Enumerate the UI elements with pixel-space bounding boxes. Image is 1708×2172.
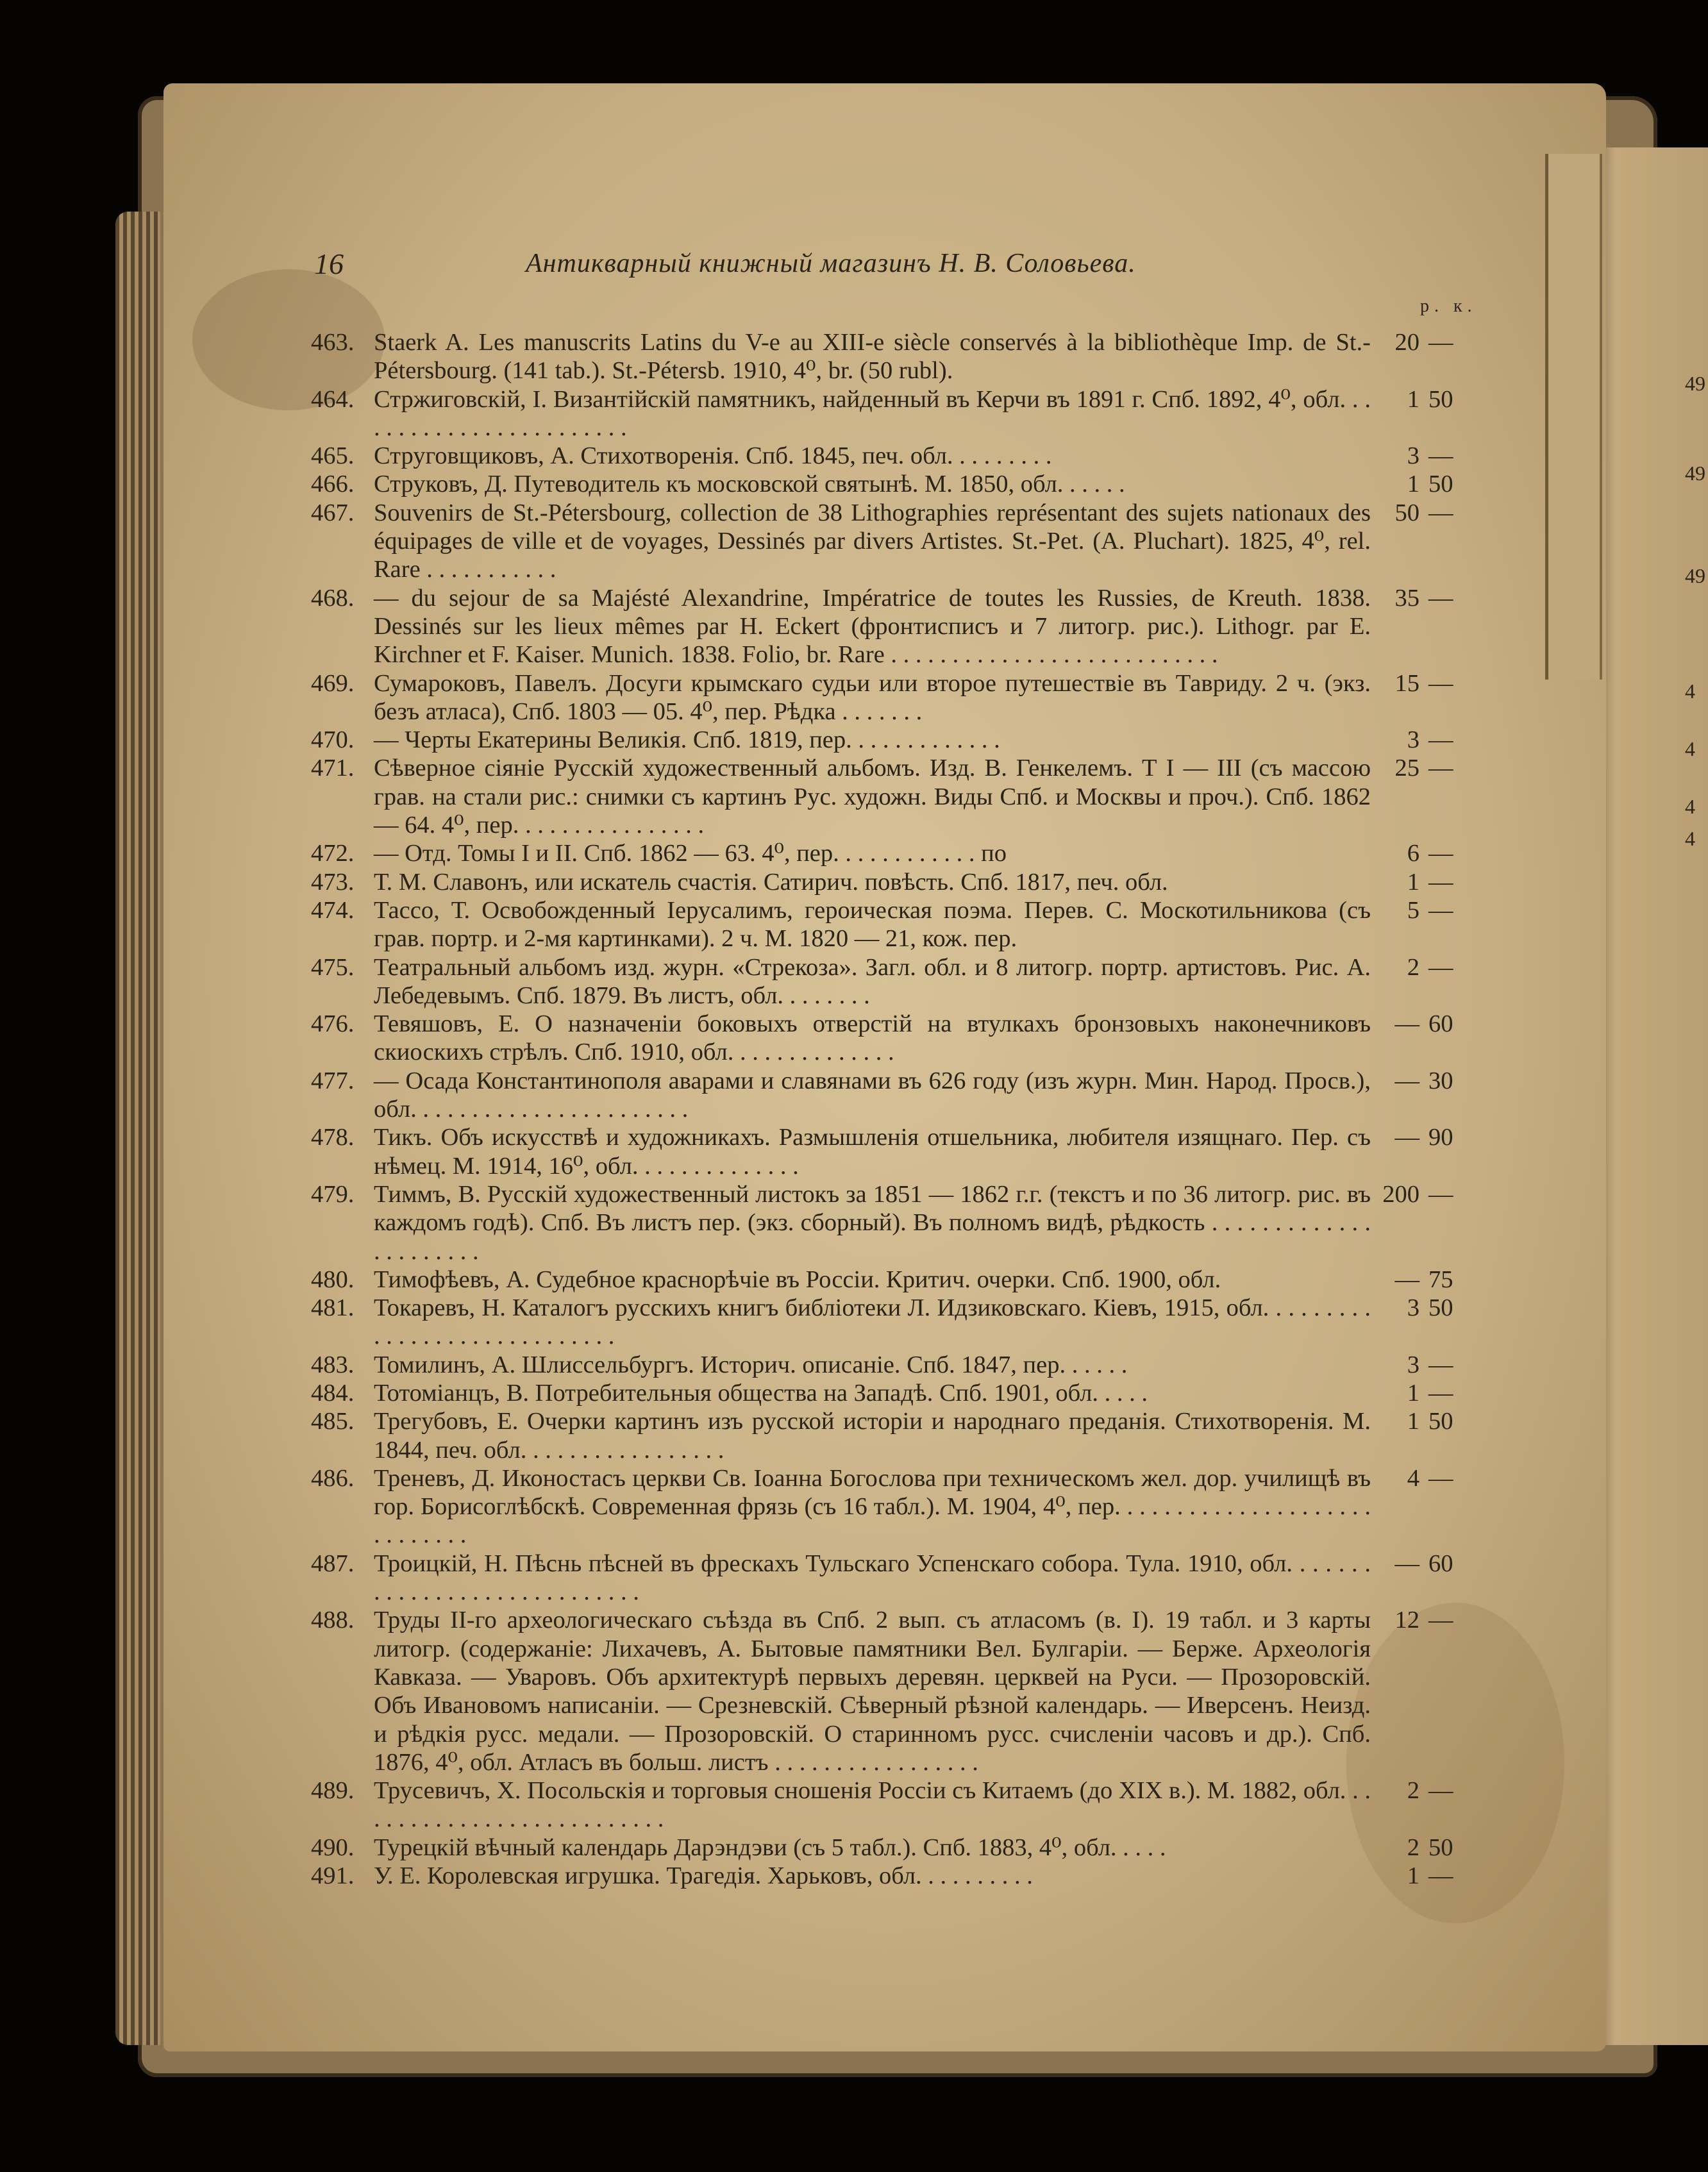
catalog-entry <box>311 1266 1497 1294</box>
running-title: Антикварный книжный магазинъ Н. В. Соловьева. <box>526 249 1136 278</box>
catalog-entry <box>311 1123 1497 1180</box>
edge-number-fragment: 4 <box>1685 680 1695 703</box>
entry-description: Токаревъ, Н. Каталогъ русскихъ книгъ библіотеки Л. Идзиковскаго. Кіевъ, 1915, обл. . . . . . . . . . . . . . . . . . . . . . . . . . . . . <box>374 1294 1371 1350</box>
price-kopecks: 50 <box>1428 1834 1453 1861</box>
catalog-entry <box>311 1834 1497 1862</box>
catalog-list <box>311 328 1497 1890</box>
price-kopecks: — <box>1428 1351 1453 1378</box>
entry-description: Треневъ, Д. Иконостасъ церкви Св. Іоанна Богослова при техническомъ жел. дор. училищѣ въ гор. Борисоглѣбскѣ. Современная фрязь (съ 16 табл.). М. 1904, 4⁰, пер. . . . . . . . . . . . . . . . . . . . . . . . . . . . . <box>374 1464 1371 1549</box>
entry-number: 472. <box>311 840 355 867</box>
entry-description: Т. М. Славонъ, или искатель счастія. Сатирич. повѣсть. Спб. 1817, печ. обл. <box>374 868 1168 896</box>
price-kopecks: — <box>1428 499 1453 526</box>
page-header <box>314 247 1484 285</box>
price-kopecks: 60 <box>1428 1010 1453 1038</box>
price-kopecks: — <box>1428 840 1453 867</box>
price-kopecks: — <box>1428 442 1453 470</box>
price-rubles: 12 <box>1394 1607 1419 1634</box>
entry-description: Троицкій, Н. Пѣснь пѣсней въ фрескахъ Тульскаго Успенскаго собора. Тула. 1910, обл. . . . . . . . . . . . . . . . . . . . . . . . . . . . . <box>374 1550 1371 1606</box>
entry-description: Трусевичъ, Х. Посольскія и торговыя сношенія Россіи съ Китаемъ (до XIX в.). М. 1882, обл. . . . . . . . . . . . . . . . . . . . . . . . . . . <box>374 1777 1371 1833</box>
price-rubles: — <box>1394 1266 1419 1293</box>
price-rubles: 3 <box>1407 1351 1419 1378</box>
price-kopecks: — <box>1428 1777 1453 1805</box>
entry-description: Томилинъ, А. Шлиссельбургъ. Историч. описаніе. Спб. 1847, пер. . . . . . <box>374 1351 1128 1378</box>
price-rubles: 2 <box>1407 953 1419 981</box>
entry-description: Souvenirs de St.-Pétersbourg, collection de 38 Lithographies représentant des sujets nationaux des équipages de ville et de voyages, Dessinés par divers Artistes. St.-Pet. (A. Pluchart). 1825, 4⁰, rel. Rare . . . . . . . . . . . <box>374 499 1371 583</box>
entry-number: 471. <box>311 755 355 782</box>
catalog-entry <box>311 726 1497 754</box>
entry-number: 488. <box>311 1607 355 1634</box>
entry-number: 480. <box>311 1266 355 1293</box>
catalog-entry <box>311 584 1497 669</box>
price-kopecks: — <box>1428 896 1453 924</box>
entry-description: — Отд. Томы I и II. Спб. 1862 — 63. 4⁰, пер. . . . . . . . . . . . по <box>374 840 1007 867</box>
catalog-entry <box>311 953 1497 1010</box>
entry-number: 476. <box>311 1010 355 1038</box>
entry-description: Сѣверное сіяніе Русскій художественный альбомъ. Изд. В. Генкелемъ. Т I — III (съ массою грав. на стали рис.: снимки съ картинъ Рус. художн. Виды Спб. и Москвы и проч.). Спб. 1862 — 64. 4⁰, пер. . . . . . . . . . . . . . . . <box>374 755 1371 839</box>
price-kopecks: — <box>1428 868 1453 896</box>
entry-number: 483. <box>311 1351 355 1378</box>
catalog-entry <box>311 1180 1497 1266</box>
price-kopecks: 50 <box>1428 1408 1453 1435</box>
catalog-entry <box>311 1010 1497 1067</box>
entry-description: У. Е. Королевская игрушка. Трагедія. Харьковъ, обл. . . . . . . . . . <box>374 1862 1033 1890</box>
price-rubles: — <box>1394 1010 1419 1038</box>
entry-number: 470. <box>311 726 355 754</box>
price-kopecks: — <box>1428 1464 1453 1492</box>
entry-description: — Осада Константинополя аварами и славянами въ 626 году (изъ журн. Мин. Народ. Просв.), обл. . . . . . . . . . . . . . . . . . . . . . . <box>374 1067 1371 1123</box>
entry-description: Стржиговскій, І. Византійскій памятникъ, найденный въ Керчи въ 1891 г. Спб. 1892, 4⁰, обл. . . . . . . . . . . . . . . . . . . . . . . . <box>374 385 1371 441</box>
price-kopecks: — <box>1428 726 1453 754</box>
edge-number-fragment: 49 <box>1685 372 1705 395</box>
price-kopecks: — <box>1428 1862 1453 1890</box>
entry-number: 491. <box>311 1862 355 1890</box>
catalog-entry <box>311 1606 1497 1776</box>
price-rubles: 35 <box>1394 584 1419 612</box>
entry-description: Тассо, Т. Освобожденный Іерусалимъ, героическая поэма. Перев. С. Москотильникова (съ грав. портр. и 2-мя картинками). 2 ч. М. 1820 — 21, кож. пер. <box>374 896 1371 953</box>
folded-page-corner <box>1545 154 1602 680</box>
catalog-entry <box>311 839 1497 867</box>
price-rubles: — <box>1394 1124 1419 1151</box>
price-rubles: 3 <box>1407 442 1419 470</box>
price-kopecks: — <box>1428 329 1453 356</box>
entry-description: Тиммъ, В. Русскій художественный листокъ за 1851 — 1862 г.г. (текстъ и по 36 литогр. рис. въ каждомъ годѣ). Спб. Въ листъ пер. (экз. сборный). Въ полномъ видѣ, рѣдкость . . . . . . . . . . . . . . . . . . . . . . <box>374 1180 1371 1265</box>
price-rubles: 3 <box>1407 1294 1419 1322</box>
entry-number: 475. <box>311 953 355 981</box>
price-rubles: 2 <box>1407 1777 1419 1805</box>
price-kopecks: — <box>1428 953 1453 981</box>
edge-number-fragment: 4 <box>1685 827 1695 850</box>
price-kopecks: 50 <box>1428 471 1453 498</box>
price-rubles: 20 <box>1394 329 1419 356</box>
price-rubles: 1 <box>1407 471 1419 498</box>
price-column-labels: р. к. <box>1420 296 1477 316</box>
entry-description: Тимофѣевъ, А. Судебное краснорѣчіе въ Россіи. Критич. очерки. Спб. 1900, обл. <box>374 1266 1221 1293</box>
edge-number-fragment: 49 <box>1685 462 1705 485</box>
entry-number: 467. <box>311 499 355 526</box>
entry-description: Тикъ. Объ искусствѣ и художникахъ. Размышленія отшельника, любителя изящнаго. Пер. съ нѣмец. М. 1914, 16⁰, обл. . . . . . . . . . . . . . <box>374 1124 1371 1180</box>
price-rubles: 1 <box>1407 868 1419 896</box>
price-rubles: — <box>1394 1550 1419 1577</box>
entry-number: 474. <box>311 896 355 924</box>
page-stack-edge <box>115 212 160 2045</box>
catalog-entry <box>311 896 1497 953</box>
entry-description: Труды II-го археологическаго съѣзда въ Спб. 2 вып. съ атласомъ (в. I). 19 табл. и 3 карты литогр. (содержаніе: Лихачевъ, А. Бытовые памятники Вел. Булгаріи. — Берже. Археологія Кавказа. — Уваровъ. Объ архитектурѣ первыхъ деревян. церквей на Руси. — Прозоровскій. Объ Ивановомъ написаніи. — Срезневскій. Сѣверный рѣзной календарь. — Иверсенъ. Неизд. и рѣдкія русс. медали. — Прозоровскій. О старинномъ русс. счисленіи часовъ и др.). Спб. 1876, 4⁰, обл. Атласъ въ больш. листъ . . . . . . . . . . . . . . . . . <box>374 1607 1371 1776</box>
catalog-entry <box>311 1776 1497 1834</box>
entry-number: 486. <box>311 1464 355 1492</box>
entry-description: Сумароковъ, Павелъ. Досуги крымскаго судьи или второе путешествіе въ Тавриду. 2 ч. (экз. безъ атласа), Спб. 1803 — 05. 4⁰, пер. Рѣдка . . . . . . . <box>374 669 1371 725</box>
price-rubles: 15 <box>1394 669 1419 697</box>
price-rubles: 1 <box>1407 1379 1419 1407</box>
entry-description: Струковъ, Д. Путеводитель къ московской святынѣ. М. 1850, обл. . . . . . <box>374 471 1125 498</box>
catalog-entry <box>311 1407 1497 1464</box>
catalog-entry <box>311 499 1497 584</box>
price-rubles: 3 <box>1407 726 1419 754</box>
price-rubles: 25 <box>1394 755 1419 782</box>
entry-description: Струговщиковъ, А. Стихотворенія. Спб. 1845, печ. обл. . . . . . . . . <box>374 442 1052 470</box>
edge-number-fragment: 49 <box>1685 564 1705 587</box>
price-rubles: 5 <box>1407 896 1419 924</box>
price-kopecks: 30 <box>1428 1067 1453 1094</box>
entry-number: 465. <box>311 442 355 470</box>
price-kopecks: — <box>1428 755 1453 782</box>
catalog-entry <box>311 754 1497 839</box>
price-rubles: 2 <box>1407 1834 1419 1861</box>
price-rubles: 4 <box>1407 1464 1419 1492</box>
entry-description: Тевяшовъ, Е. О назначеніи боковыхъ отверстій на втулкахъ бронзовыхъ наконечниковъ скиоскихъ стрѣлъ. Спб. 1910, обл. . . . . . . . . . . . . . <box>374 1010 1371 1066</box>
catalog-entry <box>311 1550 1497 1607</box>
entry-number: 489. <box>311 1777 355 1805</box>
entry-number: 473. <box>311 868 355 896</box>
entry-number: 481. <box>311 1294 355 1322</box>
price-rubles: 1 <box>1407 1862 1419 1890</box>
entry-description: Staerk A. Les manuscrits Latins du V-e au XIII-e siècle conservés à la bibliothèque Imp. de St.-Pétersbourg. (141 tab.). St.-Pétersb. 1910, 4⁰, br. (50 rubl). <box>374 329 1371 385</box>
entry-number: 463. <box>311 329 355 356</box>
price-kopecks: 90 <box>1428 1124 1453 1151</box>
entry-description: Турецкій вѣчный календарь Дарэндэви (съ 5 табл.). Спб. 1883, 4⁰, обл. . . . . <box>374 1834 1166 1861</box>
entry-number: 487. <box>311 1550 355 1577</box>
catalog-entry <box>311 1067 1497 1124</box>
entry-number: 477. <box>311 1067 355 1094</box>
catalog-entry <box>311 442 1497 470</box>
entry-number: 490. <box>311 1834 355 1861</box>
page-number: 16 <box>314 247 344 280</box>
edge-number-fragment: 4 <box>1685 737 1695 760</box>
catalog-entry <box>311 669 1497 726</box>
price-rubles: 1 <box>1407 1408 1419 1435</box>
entry-number: 485. <box>311 1408 355 1435</box>
catalog-entry <box>311 385 1497 442</box>
catalog-entry <box>311 1862 1497 1890</box>
catalog-entry <box>311 1464 1497 1550</box>
entry-description: Трегубовъ, Е. Очерки картинъ изъ русской исторіи и народнаго преданія. Стихотворенія. М. 1844, печ. обл. . . . . . . . . . . . . . . . . <box>374 1408 1371 1464</box>
catalog-entry <box>311 1379 1497 1407</box>
price-rubles: — <box>1394 1067 1419 1094</box>
price-rubles: 50 <box>1394 499 1419 526</box>
price-kopecks: — <box>1428 1379 1453 1407</box>
entry-number: 479. <box>311 1180 355 1208</box>
price-rubles: 1 <box>1407 385 1419 413</box>
price-kopecks: 60 <box>1428 1550 1453 1577</box>
entry-number: 469. <box>311 669 355 697</box>
price-kopecks: 50 <box>1428 1294 1453 1322</box>
price-rubles: 6 <box>1407 840 1419 867</box>
entry-number: 478. <box>311 1124 355 1151</box>
price-kopecks: — <box>1428 1607 1453 1634</box>
price-kopecks: 75 <box>1428 1266 1453 1293</box>
entry-description: Театральный альбомъ изд. журн. «Стрекоза». Загл. обл. и 8 литогр. портр. артистовъ. Рис. А. Лебедевымъ. Спб. 1879. Въ листъ, обл. . . . . . . . <box>374 953 1371 1009</box>
price-kopecks: — <box>1428 1180 1453 1208</box>
edge-number-fragment: 4 <box>1685 795 1695 818</box>
catalog-entry <box>311 470 1497 498</box>
catalog-entry <box>311 1351 1497 1379</box>
price-kopecks: 50 <box>1428 385 1453 413</box>
entry-description: — Черты Екатерины Великія. Спб. 1819, пер. . . . . . . . . . . . . <box>374 726 1000 754</box>
catalog-entry <box>311 1294 1497 1351</box>
entry-number: 464. <box>311 385 355 413</box>
price-kopecks: — <box>1428 669 1453 697</box>
catalog-entry <box>311 868 1497 896</box>
entry-description: Тотоміанцъ, В. Потребительныя общества на Западѣ. Спб. 1901, обл. . . . . <box>374 1379 1148 1407</box>
entry-description: — du sejour de sa Majésté Alexandrine, Impératrice de toutes les Russies, de Kreuth. 1838. Dessinés sur les lieux mêmes par H. Eckert (фронтисписъ и 7 литогр. рис.). Lithogr. par E. Kirchner et F. Kaiser. Munich. 1838. Folio, br. Rare . . . . . . . . . . . . . . . . . . . . . . . . . . . <box>374 584 1371 669</box>
catalog-entry <box>311 328 1497 385</box>
price-rubles: 200 <box>1382 1180 1419 1208</box>
entry-number: 484. <box>311 1379 355 1407</box>
price-kopecks: — <box>1428 584 1453 612</box>
entry-number: 466. <box>311 471 355 498</box>
entry-number: 468. <box>311 584 355 612</box>
